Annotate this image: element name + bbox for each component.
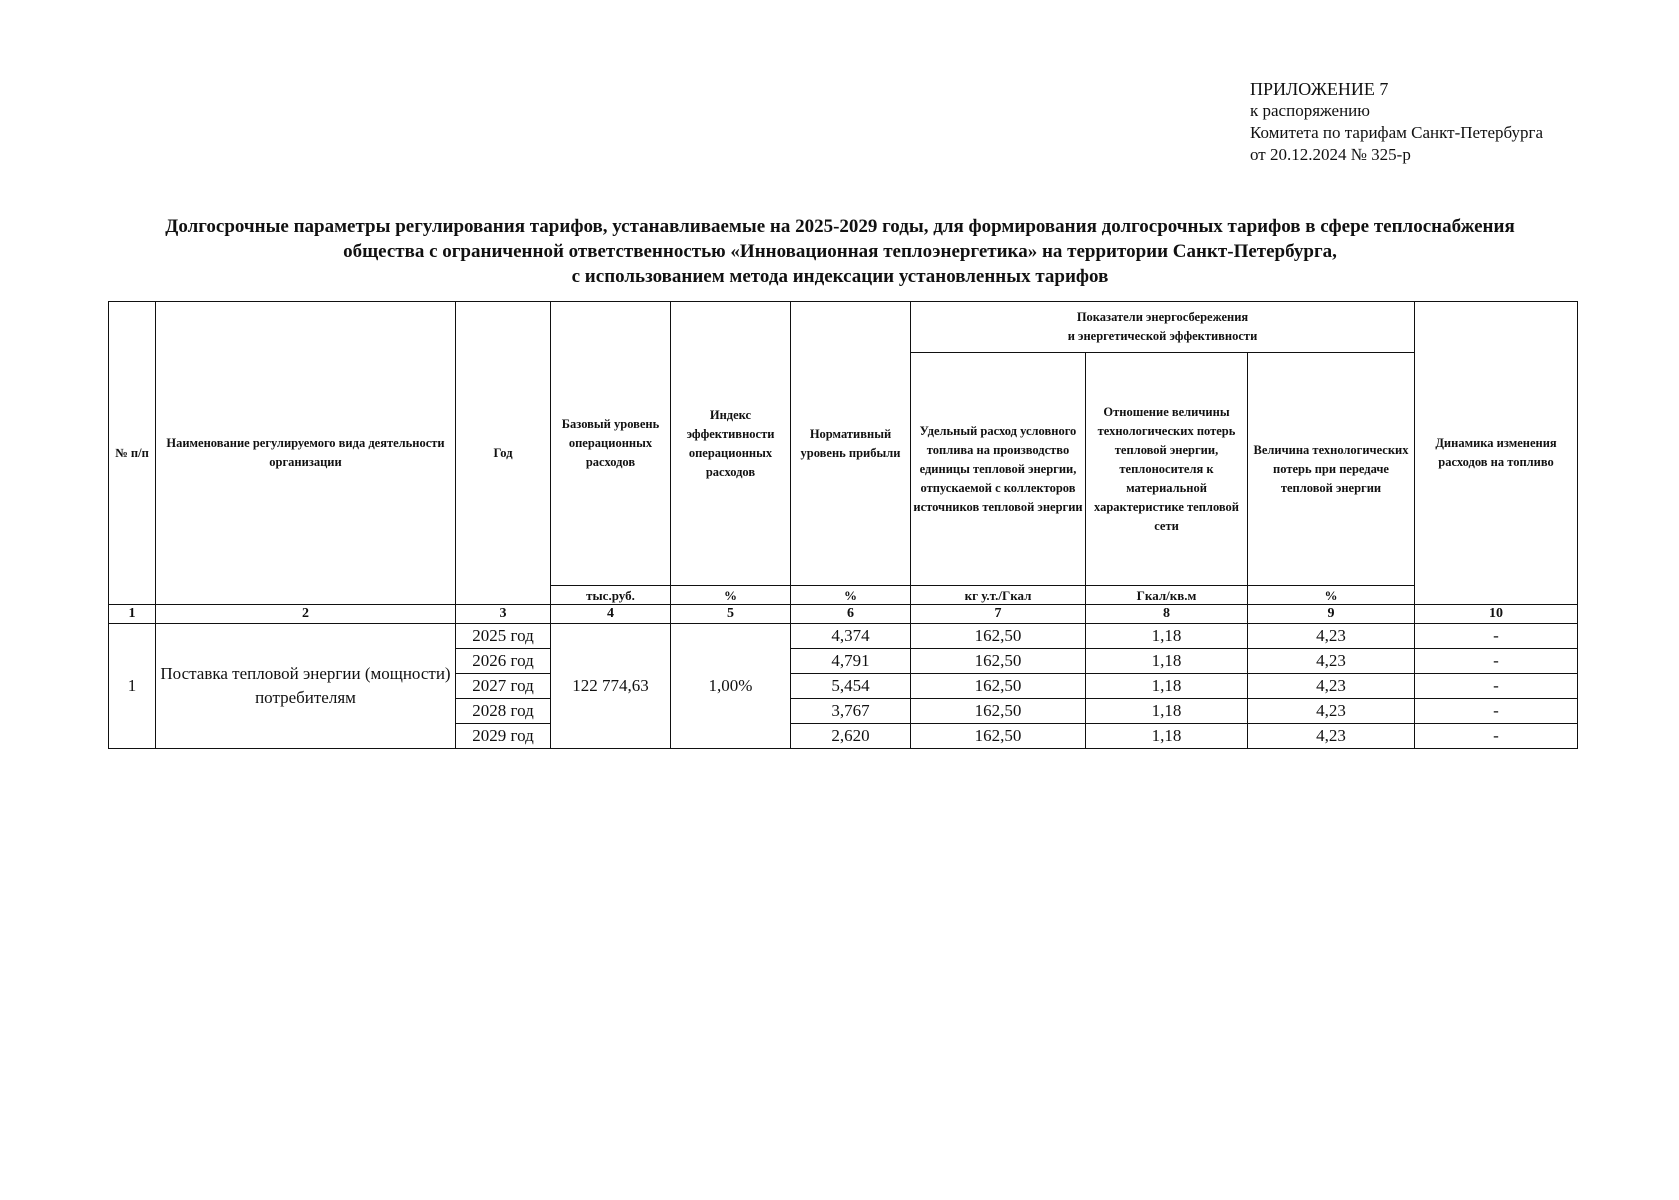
- unit-losses: %: [1248, 586, 1415, 605]
- col-number: 4: [551, 605, 671, 624]
- unit-ratio: Гкал/кв.м: [1086, 586, 1248, 605]
- row-profit: 4,791: [791, 649, 911, 674]
- col-number: 8: [1086, 605, 1248, 624]
- row-fuel: 162,50: [911, 724, 1086, 749]
- row-fuel: 162,50: [911, 674, 1086, 699]
- row-fuel: 162,50: [911, 624, 1086, 649]
- row-losses: 4,23: [1248, 649, 1415, 674]
- header-name: Наименование регулируемого вида деятельности организации: [156, 302, 456, 605]
- col-number: 10: [1415, 605, 1578, 624]
- header-profit: Нормативный уровень прибыли: [791, 302, 911, 586]
- row-ratio: 1,18: [1086, 674, 1248, 699]
- col-number: 5: [671, 605, 791, 624]
- row-year: 2027 год: [456, 674, 551, 699]
- header-index: Индекс эффективности операционных расходов: [671, 302, 791, 586]
- row-ratio: 1,18: [1086, 649, 1248, 674]
- col-number: 9: [1248, 605, 1415, 624]
- row-profit: 4,374: [791, 624, 911, 649]
- row-num: 1: [109, 624, 156, 749]
- col-number: 2: [156, 605, 456, 624]
- row-ratio: 1,18: [1086, 724, 1248, 749]
- row-dynamics: -: [1415, 724, 1578, 749]
- row-dynamics: -: [1415, 649, 1578, 674]
- unit-base: тыс.руб.: [551, 586, 671, 605]
- unit-fuel: кг у.т./Гкал: [911, 586, 1086, 605]
- row-year: 2025 год: [456, 624, 551, 649]
- header-group-line-2: и энергетической эффективности: [1067, 329, 1258, 343]
- row-efficiency-index: 1,00%: [671, 624, 791, 749]
- row-dynamics: -: [1415, 624, 1578, 649]
- col-number: 7: [911, 605, 1086, 624]
- annex-heading: [1250, 78, 1543, 166]
- annex-number: ПРИЛОЖЕНИЕ 7: [1250, 79, 1389, 99]
- header-losses: Величина технологических потерь при передаче тепловой энергии: [1248, 353, 1415, 586]
- annex-date: от 20.12.2024 № 325-р: [1250, 145, 1411, 164]
- row-fuel: 162,50: [911, 649, 1086, 674]
- row-year: 2029 год: [456, 724, 551, 749]
- col-number: 3: [456, 605, 551, 624]
- row-fuel: 162,50: [911, 699, 1086, 724]
- row-activity-name: Поставка тепловой энергии (мощности) потребителям: [156, 624, 456, 749]
- header-num: № п/п: [109, 302, 156, 605]
- row-ratio: 1,18: [1086, 624, 1248, 649]
- row-profit: 5,454: [791, 674, 911, 699]
- col-number: 6: [791, 605, 911, 624]
- header-dynamics: Динамика изменения расходов на топливо: [1415, 302, 1578, 605]
- row-losses: 4,23: [1248, 624, 1415, 649]
- header-group: [911, 302, 1415, 353]
- row-ratio: 1,18: [1086, 699, 1248, 724]
- col-number: 1: [109, 605, 156, 624]
- tariff-parameters-table: [108, 301, 1578, 749]
- header-ratio: Отношение величины технологических потерь тепловой энергии, теплоносителя к материальной характеристике тепловой сети: [1086, 353, 1248, 586]
- row-year: 2028 год: [456, 699, 551, 724]
- table-row: [109, 624, 1578, 649]
- header-fuel: Удельный расход условного топлива на производство единицы тепловой энергии, отпускаемой с коллекторов источников тепловой энергии: [911, 353, 1086, 586]
- row-profit: 2,620: [791, 724, 911, 749]
- row-losses: 4,23: [1248, 724, 1415, 749]
- title-line-1: Долгосрочные параметры регулирования тарифов, устанавливаемые на 2025-2029 годы, для формирования долгосрочных тарифов в сфере теплоснабжения: [165, 216, 1515, 237]
- header-base: Базовый уровень операционных расходов: [551, 302, 671, 586]
- title-line-2: общества с ограниченной ответственностью «Инновационная теплоэнергетика» на территории Санкт-Петербурга,: [343, 241, 1337, 262]
- column-number-row: [109, 605, 1578, 624]
- row-dynamics: -: [1415, 699, 1578, 724]
- title-line-3: с использованием метода индексации установленных тарифов: [571, 266, 1109, 287]
- row-profit: 3,767: [791, 699, 911, 724]
- unit-index: %: [671, 586, 791, 605]
- annex-reference: к распоряжению: [1250, 101, 1370, 120]
- row-year: 2026 год: [456, 649, 551, 674]
- annex-committee: Комитета по тарифам Санкт-Петербурга: [1250, 123, 1544, 142]
- header-year: Год: [456, 302, 551, 605]
- row-base-expenses: 122 774,63: [551, 624, 671, 749]
- document-title: [100, 214, 1580, 289]
- row-dynamics: -: [1415, 674, 1578, 699]
- row-losses: 4,23: [1248, 699, 1415, 724]
- unit-profit: %: [791, 586, 911, 605]
- row-losses: 4,23: [1248, 674, 1415, 699]
- header-group-line-1: Показатели энергосбережения: [1076, 310, 1249, 324]
